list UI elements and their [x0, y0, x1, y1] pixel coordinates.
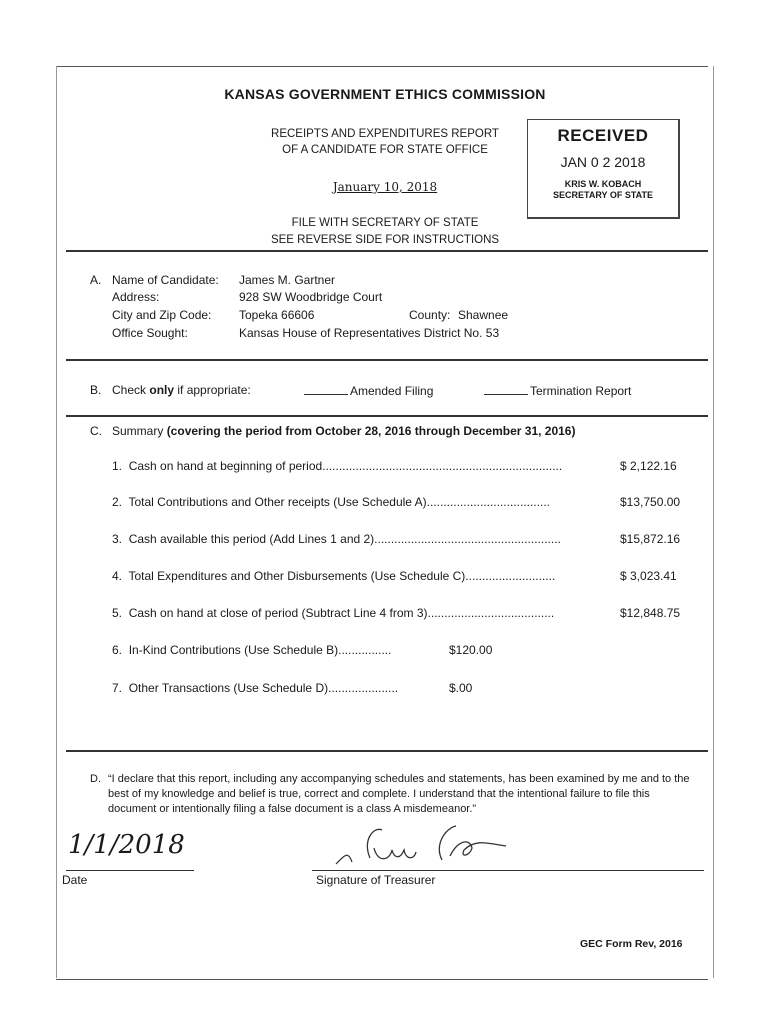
amended-filing-option[interactable] [304, 383, 433, 398]
section-c-letter: C. [90, 424, 102, 438]
treasurer-label: Signature of Treasurer [316, 873, 436, 887]
declaration-text: “I declare that this report, including any accompanying schedules and statements, has been examined by me and to the best of my knowledge and belief is true, correct and complete. I understand that the intentional failure to file this document or intentionally filing a false document is a class A misdemeanor.” [108, 773, 690, 815]
treasurer-signature [330, 820, 530, 872]
form-revision: GEC Form Rev, 2016 [580, 938, 683, 950]
address-value: 928 SW Woodbridge Court [239, 290, 383, 304]
summary-line-2: 2. Total Contributions and Other receipts (Use Schedule A)..................................... [112, 495, 550, 509]
summary-line-1: 1. Cash on hand at beginning of period........................................................................ [112, 459, 563, 473]
handwritten-date: 1/1/2018 [68, 830, 185, 860]
termination-report-blank[interactable] [484, 383, 528, 395]
city-zip-value: Topeka 66606 [239, 308, 315, 322]
summary-amount-6: $120.00 [449, 643, 493, 657]
filing-instructions [230, 215, 540, 249]
termination-report-option[interactable] [484, 383, 631, 398]
summary-line-4: 4. Total Expenditures and Other Disbursements (Use Schedule C)........................... [112, 569, 556, 583]
office-sought-label: Office Sought: [112, 326, 188, 340]
file-line-1: FILE WITH SECRETARY OF STATE [291, 217, 479, 229]
summary-amount-7: $.00 [449, 681, 473, 695]
county-label: County: [409, 308, 451, 322]
summary-line-3: 3. Cash available this period (Add Lines 1 and 2)........................................................ [112, 532, 561, 546]
divider [66, 359, 708, 361]
divider [66, 415, 708, 417]
report-date: January 10, 2018 [332, 180, 438, 194]
address-label: Address: [112, 290, 160, 304]
stamp-name: KRIS W. KOBACH [564, 179, 642, 189]
summary-amount-2: $13,750.00 [620, 495, 681, 509]
summary-amount-5: $12,848.75 [620, 606, 681, 620]
section-b-letter: B. [90, 383, 102, 397]
report-type [230, 126, 540, 158]
summary-line-5: 5. Cash on hand at close of period (Subtract Line 4 from 3)...................................... [112, 606, 555, 620]
summary-amount-4: $ 3,023.41 [620, 569, 677, 583]
office-sought-value: Kansas House of Representatives District No. 53 [239, 326, 500, 340]
county-value: Shawnee [458, 308, 509, 322]
divider [66, 250, 708, 252]
termination-report-label: Termination Report [530, 384, 632, 398]
stamp-date: JAN 0 2 2018 [560, 154, 646, 170]
city-zip-label: City and Zip Code: [112, 308, 212, 322]
summary-amount-1: $ 2,122.16 [620, 459, 677, 473]
report-line-1: RECEIPTS AND EXPENDITURES REPORT [271, 128, 499, 140]
amended-filing-label: Amended Filing [350, 384, 434, 398]
check-label: Check only if appropriate: [112, 383, 251, 397]
date-label: Date [62, 873, 88, 887]
received-stamp [527, 119, 680, 219]
treasurer-signature-line [312, 870, 704, 871]
right-border [713, 66, 714, 978]
amended-filing-blank[interactable] [304, 383, 348, 395]
stamp-received: RECEIVED [557, 126, 649, 145]
commission-title: KANSAS GOVERNMENT ETHICS COMMISSION [224, 86, 546, 102]
date-signature-line [66, 870, 194, 871]
candidate-name-label: Name of Candidate: [112, 273, 219, 287]
declaration [90, 772, 690, 817]
divider [66, 750, 708, 752]
candidate-name-value: James M. Gartner [239, 273, 336, 287]
section-d-letter: D. [90, 773, 101, 785]
file-line-2: SEE REVERSE SIDE FOR INSTRUCTIONS [270, 234, 500, 246]
summary-heading: Summary (covering the period from October 28, 2016 through December 31, 2016) [112, 424, 576, 438]
report-date-wrap [230, 180, 540, 194]
left-border [56, 66, 57, 978]
summary-period: (covering the period from October 28, 2016 through December 31, 2016) [166, 424, 576, 438]
stamp-office: SECRETARY OF STATE [552, 190, 653, 200]
summary-line-7: 7. Other Transactions (Use Schedule D)..................... [112, 681, 399, 695]
report-line-2: OF A CANDIDATE FOR STATE OFFICE [282, 144, 488, 156]
section-a-letter: A. [90, 273, 102, 287]
summary-amount-3: $15,872.16 [620, 532, 681, 546]
summary-line-6: 6. In-Kind Contributions (Use Schedule B)................ [112, 643, 392, 657]
